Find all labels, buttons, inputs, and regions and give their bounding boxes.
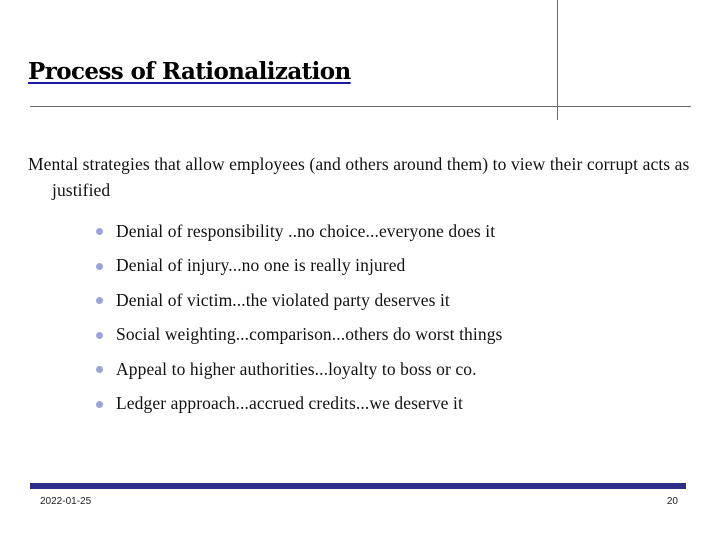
bullet-dot-icon (96, 297, 103, 304)
footer-bar (30, 483, 686, 489)
bullet-text: Ledger approach...accrued credits...we deserve it (116, 393, 463, 414)
bullet-text: Denial of victim...the violated party deserves it (116, 289, 450, 310)
bullet-dot-icon (96, 228, 103, 235)
bullet-dot-icon (96, 332, 103, 339)
bullet-text: Social weighting...comparison...others do worst things (116, 324, 503, 345)
bullet-dot-icon (96, 263, 103, 270)
title-divider-vertical (557, 0, 558, 120)
bullet-dot-icon (96, 366, 103, 373)
bullet-text: Denial of responsibility ..no choice...everyone does it (116, 220, 496, 241)
intro-paragraph: Mental strategies that allow employees (and others around them) to view their corrupt acts as justified (28, 154, 690, 200)
bullet-item (96, 214, 502, 249)
bullet-list (96, 214, 502, 421)
bullet-item (96, 352, 502, 387)
bullet-item (96, 283, 502, 318)
bullet-text: Appeal to higher authorities...loyalty to boss or co. (116, 358, 477, 379)
bullet-item (96, 249, 502, 284)
bullet-dot-icon (96, 401, 103, 408)
footer-date: 2022-01-25 (40, 496, 92, 507)
title-divider-horizontal (30, 106, 691, 107)
bullet-text: Denial of injury...no one is really injured (116, 255, 406, 276)
page-number: 20 (666, 496, 678, 507)
bullet-item (96, 387, 502, 422)
bullet-item (96, 318, 502, 353)
slide-title: Process of Rationalization (28, 58, 351, 85)
